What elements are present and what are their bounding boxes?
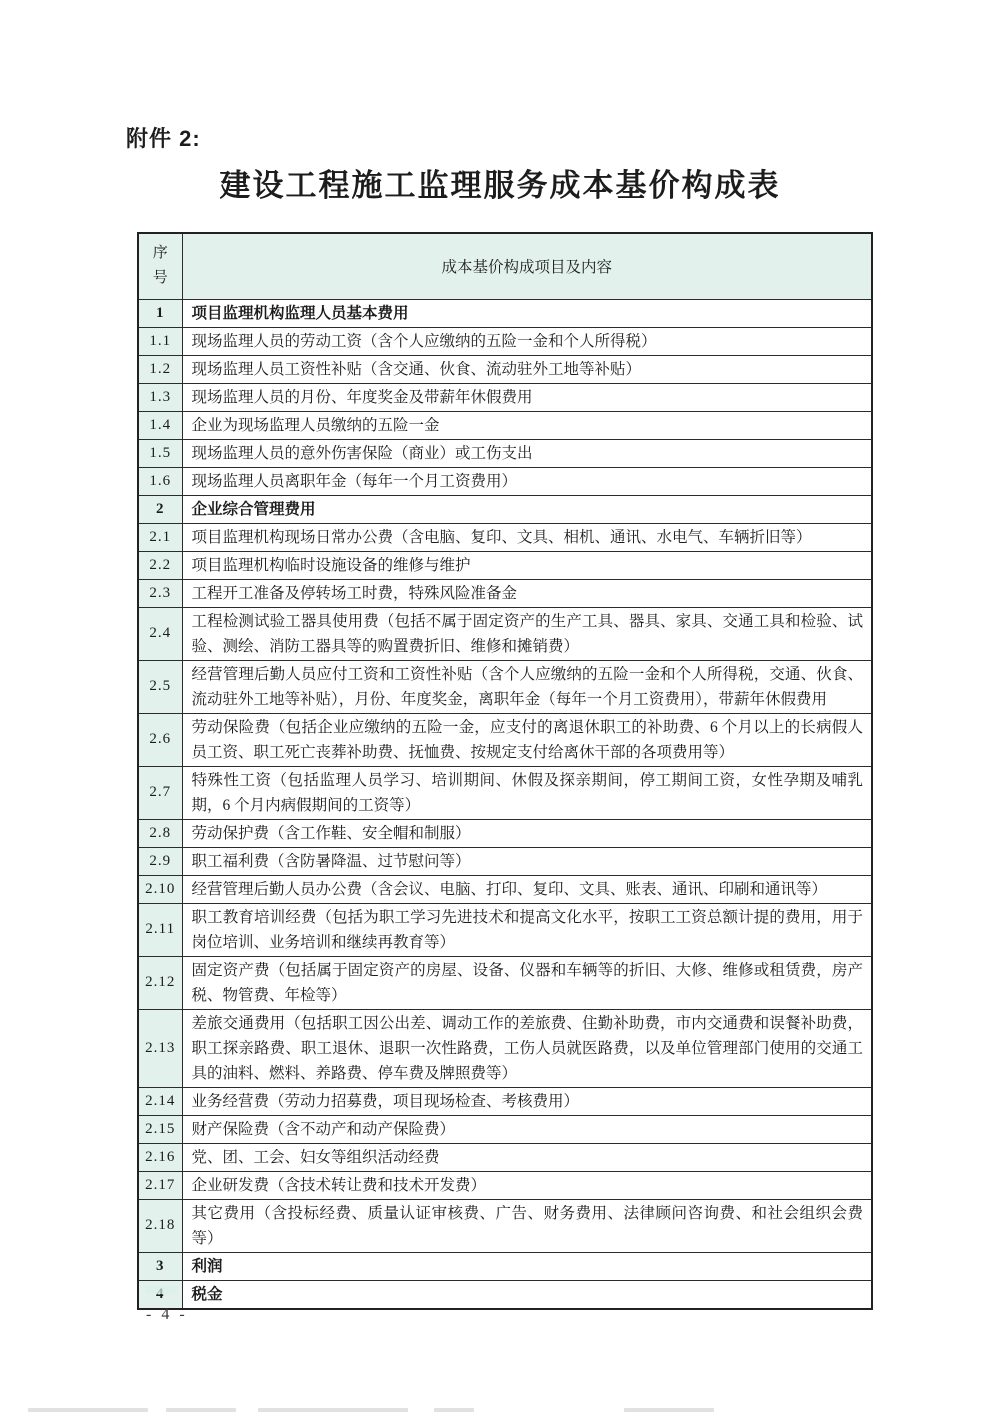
row-content: 党、团、工会、妇女等组织活动经费	[182, 1143, 872, 1171]
header-col-content: 成本基价构成项目及内容	[182, 233, 872, 299]
table-row	[138, 956, 872, 1009]
row-number: 3	[138, 1252, 182, 1280]
row-content: 职工福利费（含防暑降温、过节慰问等）	[182, 847, 872, 875]
table-row	[138, 299, 872, 327]
table-row	[138, 1009, 872, 1087]
row-number: 2.9	[138, 847, 182, 875]
table-row	[138, 495, 872, 523]
row-number: 1.3	[138, 383, 182, 411]
row-number: 2.5	[138, 660, 182, 713]
page-number: - 4 -	[146, 1306, 188, 1323]
row-number: 2.18	[138, 1199, 182, 1252]
table-row	[138, 467, 872, 495]
row-content: 项目监理机构监理人员基本费用	[182, 299, 872, 327]
row-content: 差旅交通费用（包括职工因公出差、调动工作的差旅费、住勤补助费，市内交通费和误餐补助费，职工探亲路费、职工退休、退职一次性路费，工伤人员就医路费，以及单位管理部门使用的交通工具的油料、燃料、养路费、停车费及牌照费等）	[182, 1009, 872, 1087]
row-content: 工程检测试验工器具使用费（包括不属于固定资产的生产工具、器具、家具、交通工具和检验、试验、测绘、消防工器具等的购置费折旧、维修和摊销费）	[182, 607, 872, 660]
table-row	[138, 607, 872, 660]
table-row	[138, 875, 872, 903]
table-row	[138, 551, 872, 579]
table-row	[138, 1199, 872, 1252]
row-content: 现场监理人员的劳动工资（含个人应缴纳的五险一金和个人所得税）	[182, 327, 872, 355]
scan-artifact-strip	[0, 1400, 1000, 1412]
row-content: 职工教育培训经费（包括为职工学习先进技术和提高文化水平，按职工工资总额计提的费用，用于岗位培训、业务培训和继续再教育等）	[182, 903, 872, 956]
row-content: 现场监理人员工资性补贴（含交通、伙食、流动驻外工地等补贴）	[182, 355, 872, 383]
row-content: 劳动保护费（含工作鞋、安全帽和制服）	[182, 819, 872, 847]
row-number: 2.14	[138, 1087, 182, 1115]
row-number: 2.10	[138, 875, 182, 903]
header-col-no: 序号	[138, 233, 182, 299]
row-content: 业务经营费（劳动力招募费，项目现场检查、考核费用）	[182, 1087, 872, 1115]
table-row	[138, 1252, 872, 1280]
row-number: 1.2	[138, 355, 182, 383]
row-number: 2.3	[138, 579, 182, 607]
row-content: 现场监理人员的意外伤害保险（商业）或工伤支出	[182, 439, 872, 467]
row-number: 1.5	[138, 439, 182, 467]
table-row	[138, 523, 872, 551]
table-row	[138, 1087, 872, 1115]
row-number: 2.17	[138, 1171, 182, 1199]
row-content: 项目监理机构临时设施设备的维修与维护	[182, 551, 872, 579]
table-row	[138, 327, 872, 355]
row-content: 企业研发费（含技术转让费和技术开发费）	[182, 1171, 872, 1199]
row-number: 2.8	[138, 819, 182, 847]
row-number: 2	[138, 495, 182, 523]
table-row	[138, 819, 872, 847]
row-number: 1.1	[138, 327, 182, 355]
row-content: 劳动保险费（包括企业应缴纳的五险一金，应支付的离退休职工的补助费、6 个月以上的长病假人员工资、职工死亡丧葬补助费、抚恤费、按规定支付给离休干部的各项费用等）	[182, 713, 872, 766]
row-number	[138, 1280, 182, 1309]
cost-composition-table	[137, 232, 873, 1310]
row-number: 2.4	[138, 607, 182, 660]
table-row	[138, 1143, 872, 1171]
row-content: 其它费用（含投标经费、质量认证审核费、广告、财务费用、法律顾问咨询费、和社会组织会费等）	[182, 1199, 872, 1252]
row-number: 2.12	[138, 956, 182, 1009]
row-content: 固定资产费（包括属于固定资产的房屋、设备、仪器和车辆等的折旧、大修、维修或租赁费，房产税、物管费、年检等）	[182, 956, 872, 1009]
table-row	[138, 1171, 872, 1199]
row-content: 项目监理机构现场日常办公费（含电脑、复印、文具、相机、通讯、水电气、车辆折旧等）	[182, 523, 872, 551]
row-content: 企业为现场监理人员缴纳的五险一金	[182, 411, 872, 439]
table-row	[138, 1115, 872, 1143]
row-content: 现场监理人员的月份、年度奖金及带薪年休假费用	[182, 383, 872, 411]
row-content: 税金	[182, 1280, 872, 1309]
table-row	[138, 579, 872, 607]
row-number: 1.4	[138, 411, 182, 439]
table-header-row	[138, 233, 872, 299]
table-row	[138, 411, 872, 439]
table-row	[138, 713, 872, 766]
row-content: 经营管理后勤人员办公费（含会议、电脑、打印、复印、文具、账表、通讯、印刷和通讯等）	[182, 875, 872, 903]
table-row	[138, 847, 872, 875]
row-number: 2.7	[138, 766, 182, 819]
row-content: 利润	[182, 1252, 872, 1280]
row-content: 财产保险费（含不动产和动产保险费）	[182, 1115, 872, 1143]
table-row	[138, 355, 872, 383]
table-row	[138, 660, 872, 713]
row-number: 2.11	[138, 903, 182, 956]
row-number: 2.6	[138, 713, 182, 766]
table-row	[138, 439, 872, 467]
table-row	[138, 903, 872, 956]
row-number: 1	[138, 299, 182, 327]
row-content: 企业综合管理费用	[182, 495, 872, 523]
row-number: 1.6	[138, 467, 182, 495]
scan-smudge	[146, 1286, 178, 1294]
row-content: 工程开工准备及停转场工时费，特殊风险准备金	[182, 579, 872, 607]
page-title: 建设工程施工监理服务成本基价构成表	[219, 168, 781, 203]
table-row	[138, 1280, 872, 1309]
attachment-label: 附件 2:	[126, 126, 201, 151]
row-content: 经营管理后勤人员应付工资和工资性补贴（含个人应缴纳的五险一金和个人所得税，交通、伙食、流动驻外工地等补贴），月份、年度奖金，离职年金（每年一个月工资费用），带薪年休假费用	[182, 660, 872, 713]
row-number: 2.1	[138, 523, 182, 551]
table-row	[138, 766, 872, 819]
row-number: 2.16	[138, 1143, 182, 1171]
row-content: 特殊性工资（包括监理人员学习、培训期间、休假及探亲期间，停工期间工资，女性孕期及哺乳期，6 个月内病假期间的工资等）	[182, 766, 872, 819]
table-row	[138, 383, 872, 411]
row-number: 2.15	[138, 1115, 182, 1143]
row-number: 2.13	[138, 1009, 182, 1087]
row-content: 现场监理人员离职年金（每年一个月工资费用）	[182, 467, 872, 495]
row-number: 2.2	[138, 551, 182, 579]
